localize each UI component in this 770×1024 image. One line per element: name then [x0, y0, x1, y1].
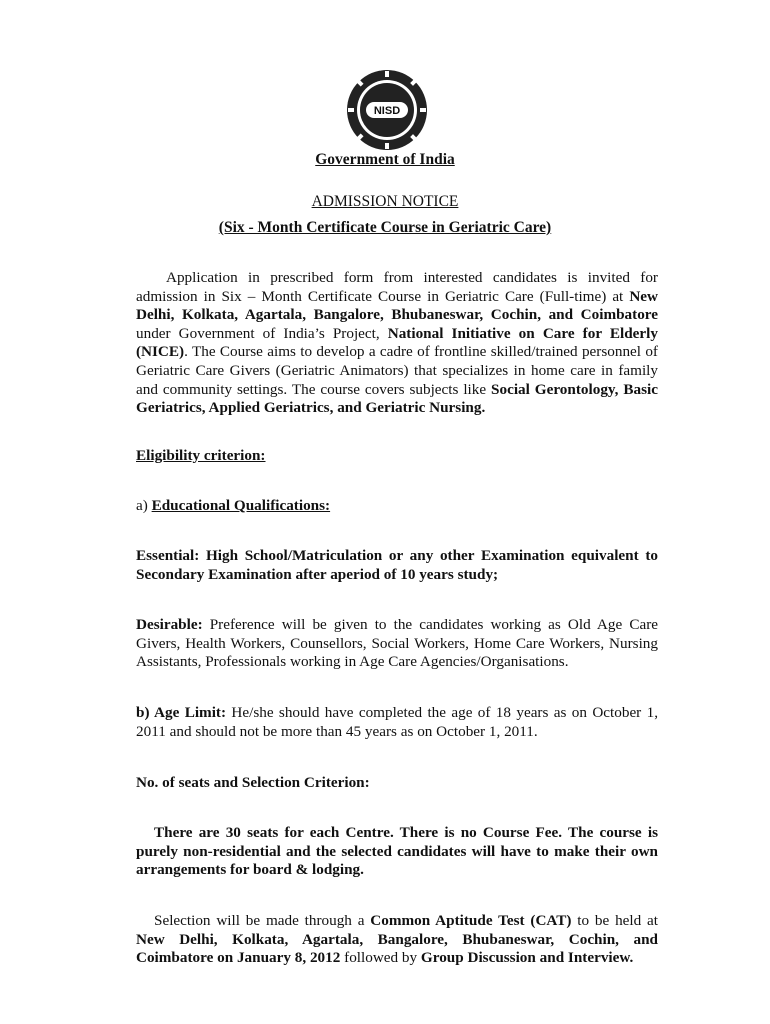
nisd-emblem-icon: [345, 68, 429, 152]
intro-text-3: . The Course aims to develop a cadre of frontline skilled/trained personnel of Geriatric Care Givers (Geriatric Animators) that specializes in home care in family and community settings. The course covers subjects like: [136, 343, 658, 398]
desirable-label: Desirable:: [136, 616, 203, 633]
eligibility-heading: Eligibility criterion:: [136, 447, 266, 464]
intro-text-2: under Government of India’s Project,: [136, 324, 388, 342]
age-limit: [136, 704, 658, 741]
desirable-text: Preference will be given to the candidates working as Old Age Care Givers, Health Workers, Counsellors, Social Workers, Home Care Workers, Nursing Assistants, Professionals working in Age Care Agencies/Organisations.: [136, 616, 658, 671]
intro-text-1: Application in prescribed form from interested candidates is invited for admission in Six – Month Certificate Course in Geriatric Care (Full-time) at: [136, 269, 658, 305]
desirable-qualification: [136, 616, 658, 672]
selection-text-2: to be held at: [571, 912, 659, 929]
intro-subjects: Social Gerontology, Basic Geriatrics, Applied Geriatrics, and Geriatric Nursing.: [136, 380, 658, 417]
header-admission-notice: ADMISSION NOTICE: [311, 193, 459, 210]
edu-heading-text: Educational Qualifications:: [151, 497, 331, 514]
intro-project: National Initiative on Care for Elderly (NICE): [136, 324, 658, 361]
selection-text-4: followed by: [340, 949, 421, 967]
intro-paragraph: [136, 269, 658, 418]
selection-paragraph: [136, 912, 658, 968]
header-government: Government of India: [315, 151, 455, 168]
selection-cities-date: New Delhi, Kolkata, Agartala, Bangalore, Bhubaneswar, Cochin, and Coimbatore on January 8, 2012: [136, 930, 658, 967]
selection-gd-interview: Group Discussion and Interview.: [420, 949, 634, 967]
intro-cities: New Delhi, Kolkata, Agartala, Bangalore, Bhubaneswar, Cochin, and Coimbatore: [136, 287, 658, 324]
age-text: He/she should have completed the age of 18 years as on October 1, 2011 and should not be more than 45 years as on October 1, 2011.: [136, 704, 658, 740]
header-course-title: (Six - Month Certificate Course in Geriatric Care): [218, 219, 552, 236]
seats-heading: No. of seats and Selection Criterion:: [136, 774, 370, 791]
educational-qualifications-heading: [136, 497, 330, 515]
seats-paragraph: There are 30 seats for each Centre. There is no Course Fee. The course is purely non-residential and the selected candidates will have to make their own arrangements for board & lodging.: [136, 824, 658, 879]
essential-qualification: Essential: High School/Matriculation or any other Examination equivalent to Secondary Examination after aperiod of 10 years study;: [136, 547, 658, 583]
logo-text: NISD: [373, 105, 401, 117]
edu-prefix: a): [136, 497, 152, 514]
selection-cat: Common Aptitude Test (CAT): [370, 912, 572, 929]
selection-text-1: Selection will be made through a: [154, 912, 371, 929]
age-label: b) Age Limit:: [136, 704, 227, 721]
